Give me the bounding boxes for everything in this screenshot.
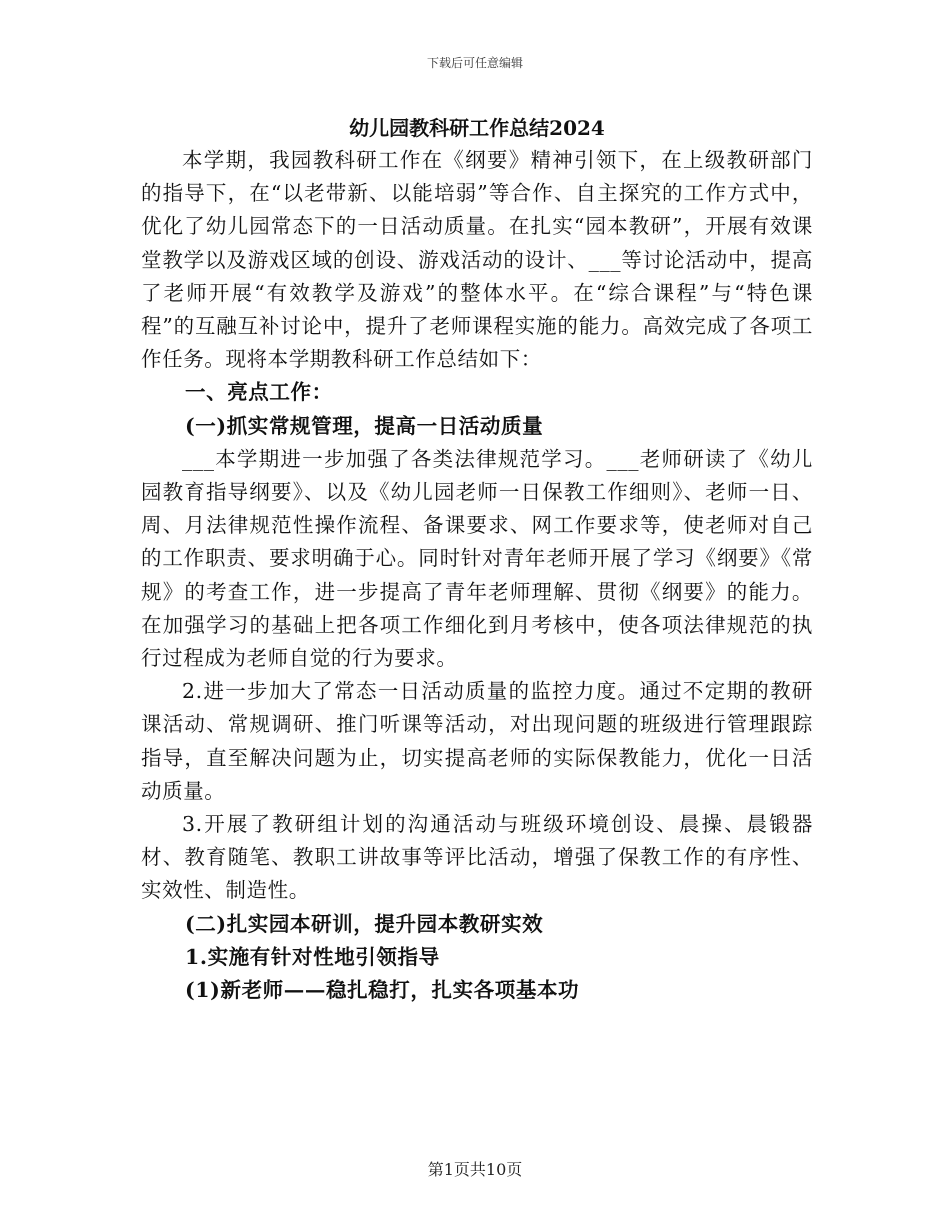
item-heading-guidance: 1.实施有针对性地引领指导 bbox=[185, 944, 440, 969]
document-body bbox=[141, 112, 813, 1007]
paragraph-regulations: ___本学期进一步加强了各类法律规范学习。___老师研读了《幼儿园教育指导纲要》、以及《幼儿园老师一日保教工作细则》、老师一日、周、月法律规范性操作流程、备课要求、网工作要求等，使老师对自己的工作职责、要求明确于心。同时针对青年老师开展了学习《纲要》《常规》的考查工作，进一步提高了青年老师理解、贯彻《纲要》的能力。在加强学习的基础上把各项工作细化到月考核中，使各项法律规范的执行过程成为老师自觉的行为要求。 bbox=[141, 446, 813, 671]
section-heading-highlights: 一、亮点工作： bbox=[185, 380, 333, 405]
document-title: 幼儿园教科研工作总结2024 bbox=[349, 116, 605, 140]
header-note: 下载后可任意编辑 bbox=[426, 56, 523, 70]
intro-paragraph: 本学期，我园教科研工作在《纲要》精神引领下，在上级教研部门的指导下，在“以老带新、以能培弱”等合作、自主探究的工作方式中，优化了幼儿园常态下的一日活动质量。在扎实“园本教研”，开展有效课堂教学以及游戏区域的创设、游戏活动的设计、___等讨论活动中，提高了老师开展“有效教学及游戏”的整体水平。在“综合课程”与“特色课程”的互融互补讨论中，提升了老师课程实施的能力。高效完成了各项工作任务。现将本学期教科研工作总结如下： bbox=[141, 148, 813, 372]
paragraph-activities: 3.开展了教研组计划的沟通活动与班级环境创设、晨操、晨锻器材、教育随笔、教职工讲故事等评比活动，增强了保教工作的有序性、实效性、制造性。 bbox=[141, 812, 813, 903]
paragraph-monitoring: 2.进一步加大了常态一日活动质量的监控力度。通过不定期的教研课活动、常规调研、推门听课等活动，对出现问题的班级进行管理跟踪指导，直至解决问题为止，切实提高老师的实际保教能力，优化一日活动质量。 bbox=[141, 679, 813, 803]
item-heading-new-teachers: (1)新老师——稳扎稳打，扎实各项基本功 bbox=[185, 978, 580, 1003]
subsection-heading-routine: (一)抓实常规管理，提高一日活动质量 bbox=[185, 413, 544, 438]
subsection-heading-training: (二)扎实园本研训，提升园本教研实效 bbox=[185, 911, 544, 936]
page-footer: 第1页共10页 bbox=[427, 1160, 523, 1179]
